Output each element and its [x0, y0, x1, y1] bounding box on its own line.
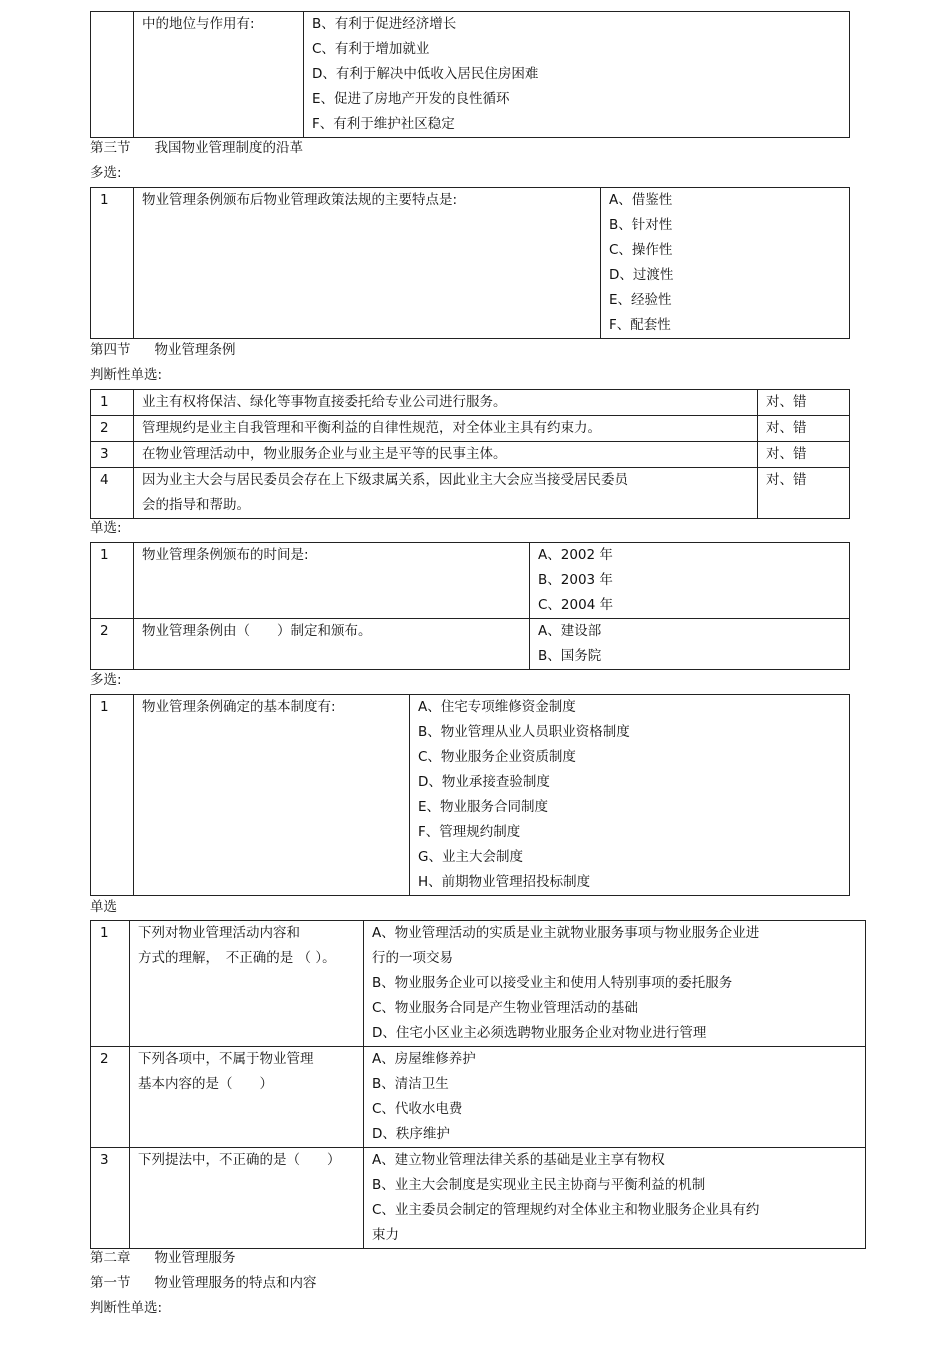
options-cell — [364, 1047, 866, 1148]
chapter-heading — [90, 1246, 236, 1271]
option: D、秩序维护 — [372, 1126, 450, 1142]
option: 行的一项交易 — [372, 950, 453, 966]
option: F、有利于维护社区稳定 — [312, 116, 455, 132]
option: C、物业服务企业资质制度 — [418, 749, 576, 765]
table-row — [91, 416, 850, 442]
option: D、住宅小区业主必须选聘物业服务企业对物业进行管理 — [372, 1025, 707, 1041]
option: A、2002 年 — [538, 547, 613, 563]
option: B、针对性 — [609, 217, 673, 233]
answer-choices: 对、错 — [758, 468, 850, 519]
option: A、建设部 — [538, 623, 602, 639]
option: D、物业承接查验制度 — [418, 774, 550, 790]
option: 束力 — [372, 1227, 399, 1243]
text-line: 下列提法中，不正确的是（ ） — [138, 1152, 341, 1168]
answer-choices: 对、错 — [758, 390, 850, 416]
table-row — [91, 619, 850, 670]
option: F、配套性 — [609, 317, 671, 333]
table-true-false — [90, 389, 850, 519]
question-text: 物业管理条例由（ ）制定和颁布。 — [134, 619, 530, 670]
question-number: 2 — [91, 619, 134, 670]
answer-choices: 对、错 — [758, 442, 850, 468]
table-multi-choice — [90, 187, 850, 339]
option: C、业主委员会制定的管理规约对全体业主和物业服务企业具有约 — [372, 1202, 760, 1218]
question-text: 物业管理条例颁布的时间是: — [134, 543, 530, 619]
option: D、有利于解决中低收入居民住房困难 — [312, 66, 539, 82]
section-title: 物业管理服务的特点和内容 — [154, 1275, 317, 1291]
text-line: 会的指导和帮助。 — [142, 497, 250, 513]
table-single-choice — [90, 920, 866, 1249]
option: D、过渡性 — [609, 267, 674, 283]
table-row — [91, 468, 850, 519]
table-row — [91, 188, 850, 339]
option: A、借鉴性 — [609, 192, 673, 208]
question-text: 中的地位与作用有: — [134, 12, 304, 138]
options-cell — [364, 1148, 866, 1249]
options-cell — [304, 12, 850, 138]
option: F、管理规约制度 — [418, 824, 521, 840]
table-single-choice — [90, 542, 850, 670]
options-cell — [410, 695, 850, 896]
question-text: 物业管理条例颁布后物业管理政策法规的主要特点是: — [134, 188, 601, 339]
option: B、物业服务企业可以接受业主和使用人特别事项的委托服务 — [372, 975, 733, 991]
table-row — [91, 921, 866, 1047]
question-type-label: 多选: — [90, 165, 122, 181]
table-row — [91, 695, 850, 896]
option: B、物业管理从业人员职业资格制度 — [418, 724, 630, 740]
table-multi-choice — [90, 694, 850, 896]
text-line: 基本内容的是（ ） — [138, 1076, 273, 1092]
chapter-number: 第二章 — [90, 1250, 131, 1266]
text-line: 下列各项中，不属于物业管理 — [138, 1051, 314, 1067]
option: A、物业管理活动的实质是业主就物业服务事项与物业服务企业进 — [372, 925, 760, 941]
table-row — [91, 12, 850, 138]
section-title: 我国物业管理制度的沿革 — [154, 140, 303, 156]
question-text: 在物业管理活动中，物业服务企业与业主是平等的民事主体。 — [134, 442, 758, 468]
question-number: 1 — [91, 921, 130, 1047]
section-title: 物业管理条例 — [154, 342, 236, 358]
table-row — [91, 442, 850, 468]
option: C、代收水电费 — [372, 1101, 463, 1117]
table-row — [91, 1148, 866, 1249]
option: C、物业服务合同是产生物业管理活动的基础 — [372, 1000, 638, 1016]
option: B、国务院 — [538, 648, 602, 664]
option: B、2003 年 — [538, 572, 613, 588]
table-row — [91, 1047, 866, 1148]
question-text: 业主有权将保洁、绿化等事物直接委托给专业公司进行服务。 — [134, 390, 758, 416]
question-type-label: 判断性单选: — [90, 367, 163, 383]
question-number: 1 — [91, 543, 134, 619]
option: A、建立物业管理法律关系的基础是业主享有物权 — [372, 1152, 665, 1168]
options-cell — [364, 921, 866, 1047]
answer-choices: 对、错 — [758, 416, 850, 442]
option: E、经验性 — [609, 292, 672, 308]
options-cell — [530, 543, 850, 619]
option: C、2004 年 — [538, 597, 614, 613]
question-type-label: 多选: — [90, 672, 122, 688]
text-line: 下列对物业管理活动内容和 — [138, 925, 300, 941]
option: E、物业服务合同制度 — [418, 799, 549, 815]
text-line: 方式的理解， 不正确的是 （ ）。 — [138, 950, 336, 966]
question-text: 物业管理条例确定的基本制度有: — [134, 695, 410, 896]
question-text: 管理规约是业主自我管理和平衡利益的自律性规范，对全体业主具有约束力。 — [134, 416, 758, 442]
option: A、住宅专项维修资金制度 — [418, 699, 576, 715]
option: B、清洁卫生 — [372, 1076, 449, 1092]
section-heading — [90, 1271, 317, 1296]
question-type-label: 判断性单选: — [90, 1300, 163, 1316]
question-text — [130, 921, 364, 1047]
option: B、有利于促进经济增长 — [312, 16, 457, 32]
option: B、业主大会制度是实现业主民主协商与平衡利益的机制 — [372, 1177, 706, 1193]
section-heading — [90, 338, 236, 363]
question-number: 1 — [91, 188, 134, 339]
option: A、房屋维修养护 — [372, 1051, 476, 1067]
question-text — [130, 1047, 364, 1148]
question-number — [91, 12, 134, 138]
section-number: 第四节 — [90, 342, 131, 358]
question-number: 3 — [91, 442, 134, 468]
question-number: 3 — [91, 1148, 130, 1249]
option: E、促进了房地产开发的良性循环 — [312, 91, 510, 107]
section-heading — [90, 136, 303, 161]
option: C、操作性 — [609, 242, 673, 258]
option: C、有利于增加就业 — [312, 41, 430, 57]
option: H、前期物业管理招投标制度 — [418, 874, 591, 890]
question-type-label: 单选 — [90, 899, 117, 915]
table-row — [91, 543, 850, 619]
question-number: 1 — [91, 695, 134, 896]
section-number: 第一节 — [90, 1275, 131, 1291]
question-number: 1 — [91, 390, 134, 416]
options-cell — [530, 619, 850, 670]
question-text — [130, 1148, 364, 1249]
question-type-label: 单选: — [90, 520, 122, 536]
question-text — [134, 468, 758, 519]
option: G、业主大会制度 — [418, 849, 523, 865]
text-line: 因为业主大会与居民委员会存在上下级隶属关系，因此业主大会应当接受居民委员 — [142, 472, 628, 488]
table-continued — [90, 11, 850, 138]
options-cell — [601, 188, 850, 339]
question-number: 4 — [91, 468, 134, 519]
section-number: 第三节 — [90, 140, 131, 156]
table-row — [91, 390, 850, 416]
question-number: 2 — [91, 1047, 130, 1148]
chapter-title: 物业管理服务 — [154, 1250, 236, 1266]
question-number: 2 — [91, 416, 134, 442]
